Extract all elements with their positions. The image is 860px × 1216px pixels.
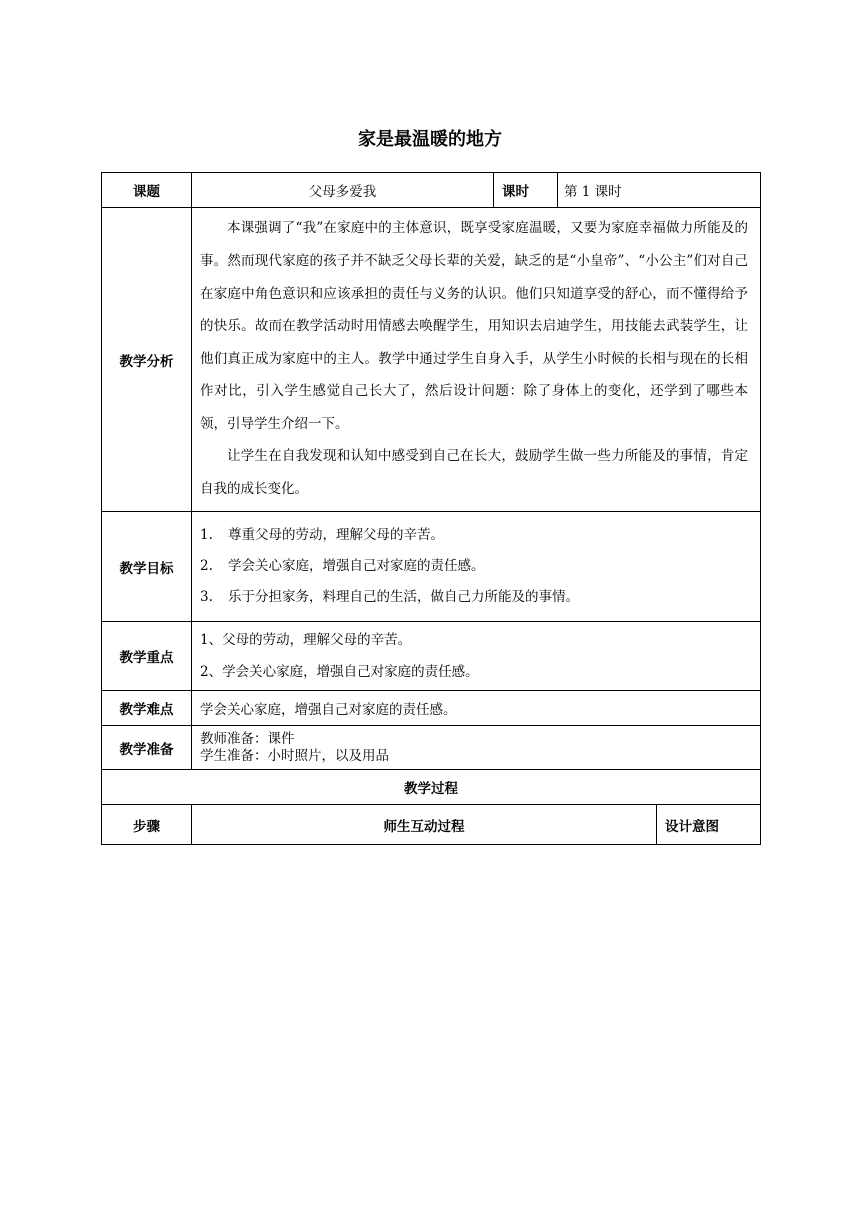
goals-label: 教学目标	[102, 512, 192, 622]
lesson-plan-table	[101, 172, 761, 845]
topic-row	[102, 173, 761, 208]
process-header-row	[102, 770, 761, 805]
topic-label: 课题	[102, 173, 192, 208]
teacher-preparation: 教师准备：课件	[200, 730, 295, 747]
goals-content	[192, 512, 761, 622]
intent-column-header: 设计意图	[657, 805, 761, 845]
interaction-column-header: 师生互动过程	[192, 805, 657, 845]
process-label: 教学过程	[102, 770, 761, 805]
key-points-content	[192, 622, 761, 691]
analysis-content	[192, 208, 761, 512]
goal-item: 2. 学会关心家庭，增强自己对家庭的责任感。	[200, 558, 485, 574]
analysis-label: 教学分析	[102, 208, 192, 512]
period-value: 第 1 课时	[558, 173, 761, 208]
document-title: 家是最温暖的地方	[358, 129, 502, 150]
difficulty-row	[102, 691, 761, 726]
goal-item: 1. 尊重父母的劳动，理解父母的辛苦。	[200, 527, 444, 543]
key-point-item: 1、父母的劳动，理解父母的辛苦。	[200, 632, 412, 648]
step-column-header: 步骤	[102, 805, 192, 845]
analysis-paragraph: 本课强调了“我”在家庭中的主体意识，既享受家庭温暖，又要为家庭幸福做力所能及的事。然而现代家庭的孩子并不缺乏父母长辈的关爱，缺乏的是“小皇帝”、“小公主”们对自己在家庭中角色意识和应该承担的责任与义务的认识。他们只知道享受的舒心，而不懂得给予的快乐。故而在教学活动时用情感去唤醒学生，用知识去启迪学生，用技能去武装学生，让他们真正成为家庭中的主人。教学中通过学生自身入手，从学生小时候的长相与现在的长相作对比，引入学生感觉自己长大了，然后设计问题：除了身体上的变化，还学到了哪些本领，引导学生介绍一下。	[200, 220, 749, 432]
preparation-content	[192, 726, 761, 770]
analysis-row	[102, 208, 761, 512]
difficulty-label: 教学难点	[102, 691, 192, 726]
process-columns-row	[102, 805, 761, 845]
goals-row	[102, 512, 761, 622]
goal-item: 3. 乐于分担家务，料理自己的生活，做自己力所能及的事情。	[200, 589, 579, 605]
preparation-row	[102, 726, 761, 770]
analysis-paragraph: 让学生在自我发现和认知中感受到自己在长大，鼓励学生做一些力所能及的事情，肯定自我的成长变化。	[200, 448, 749, 498]
period-label: 课时	[494, 173, 558, 208]
topic-value: 父母多爱我	[192, 173, 494, 208]
difficulty-content: 学会关心家庭，增强自己对家庭的责任感。	[192, 691, 761, 726]
key-points-row	[102, 622, 761, 691]
key-points-label: 教学重点	[102, 622, 192, 691]
key-point-item: 2、学会关心家庭，增强自己对家庭的责任感。	[200, 664, 479, 680]
preparation-label: 教学准备	[102, 726, 192, 770]
student-preparation: 学生准备：小时照片，以及用品	[200, 747, 389, 764]
